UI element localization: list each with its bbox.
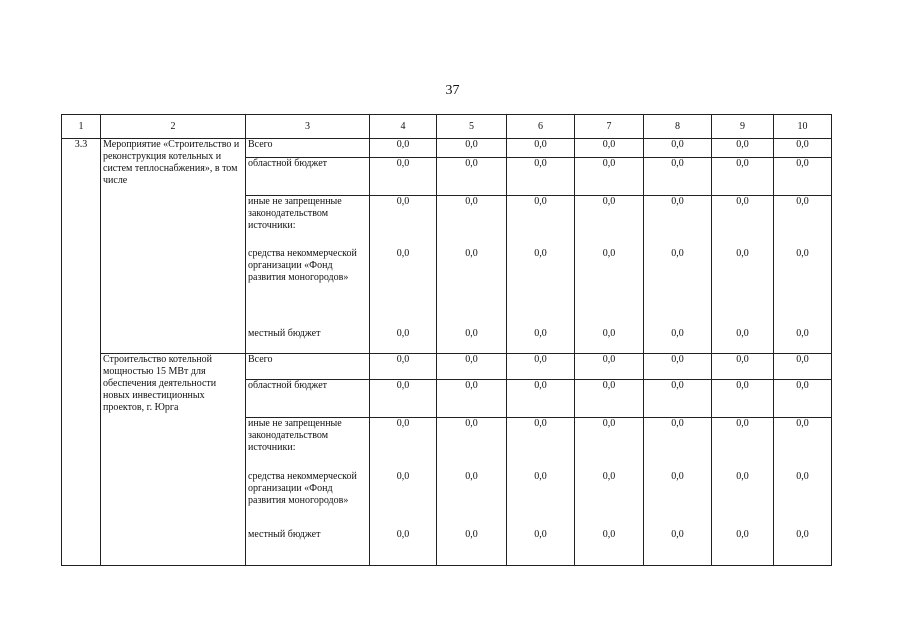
value-cell: 0,0 — [774, 418, 832, 471]
value-cell: 0,0 — [575, 248, 644, 328]
value-cell: 0,0 — [712, 139, 774, 158]
value-cell: 0,0 — [575, 196, 644, 248]
value-cell: 0,0 — [507, 529, 575, 566]
value-cell: 0,0 — [644, 158, 712, 196]
value-cell: 0,0 — [575, 380, 644, 418]
value-cell: 0,0 — [370, 158, 437, 196]
value-cell: 0,0 — [507, 380, 575, 418]
value-cell: 0,0 — [437, 529, 507, 566]
value-cell: 0,0 — [437, 354, 507, 380]
column-header: 8 — [644, 115, 712, 139]
value-cell: 0,0 — [644, 418, 712, 471]
column-header: 5 — [437, 115, 507, 139]
value-cell: 0,0 — [712, 418, 774, 471]
funding-source: иные не запрещенные законодательством источники: — [246, 196, 370, 248]
section-title: Мероприятие «Строительство и реконструкция котельных и систем теплоснабжения», в том числе — [101, 139, 246, 354]
value-cell: 0,0 — [437, 328, 507, 354]
value-cell: 0,0 — [575, 471, 644, 529]
value-cell: 0,0 — [370, 328, 437, 354]
value-cell: 0,0 — [370, 529, 437, 566]
funding-source: Всего — [246, 139, 370, 158]
funding-source: областной бюджет — [246, 158, 370, 196]
value-cell: 0,0 — [507, 354, 575, 380]
value-cell: 0,0 — [370, 139, 437, 158]
funding-source: средства некоммерческой организации «Фонд развития моногородов» — [246, 248, 370, 328]
value-cell: 0,0 — [507, 158, 575, 196]
column-header: 6 — [507, 115, 575, 139]
column-header: 4 — [370, 115, 437, 139]
section-title: Строительство котельной мощностью 15 МВт для обеспечения деятельности новых инвестиционных проектов, г. Юрга — [101, 354, 246, 566]
value-cell: 0,0 — [774, 139, 832, 158]
value-cell: 0,0 — [712, 328, 774, 354]
value-cell: 0,0 — [712, 354, 774, 380]
value-cell: 0,0 — [507, 418, 575, 471]
value-cell: 0,0 — [774, 380, 832, 418]
value-cell: 0,0 — [644, 354, 712, 380]
table-row — [62, 354, 832, 380]
value-cell: 0,0 — [575, 158, 644, 196]
value-cell: 0,0 — [644, 248, 712, 328]
value-cell: 0,0 — [644, 471, 712, 529]
value-cell: 0,0 — [774, 248, 832, 328]
value-cell: 0,0 — [507, 471, 575, 529]
value-cell: 0,0 — [370, 354, 437, 380]
column-header: 7 — [575, 115, 644, 139]
value-cell: 0,0 — [712, 248, 774, 328]
page-number: 37 — [445, 83, 460, 98]
value-cell: 0,0 — [774, 158, 832, 196]
section-index — [62, 354, 101, 566]
value-cell: 0,0 — [575, 328, 644, 354]
value-cell: 0,0 — [712, 158, 774, 196]
value-cell: 0,0 — [575, 354, 644, 380]
column-header: 9 — [712, 115, 774, 139]
value-cell: 0,0 — [437, 248, 507, 328]
value-cell: 0,0 — [774, 529, 832, 566]
value-cell: 0,0 — [644, 328, 712, 354]
value-cell: 0,0 — [644, 196, 712, 248]
value-cell: 0,0 — [774, 354, 832, 380]
value-cell: 0,0 — [575, 529, 644, 566]
value-cell: 0,0 — [644, 529, 712, 566]
value-cell: 0,0 — [575, 418, 644, 471]
column-header: 2 — [101, 115, 246, 139]
value-cell: 0,0 — [507, 139, 575, 158]
column-header: 10 — [774, 115, 832, 139]
value-cell: 0,0 — [774, 196, 832, 248]
value-cell: 0,0 — [507, 328, 575, 354]
value-cell: 0,0 — [644, 380, 712, 418]
value-cell: 0,0 — [644, 139, 712, 158]
value-cell: 0,0 — [437, 380, 507, 418]
value-cell: 0,0 — [712, 380, 774, 418]
value-cell: 0,0 — [774, 328, 832, 354]
value-cell: 0,0 — [370, 196, 437, 248]
value-cell: 0,0 — [437, 158, 507, 196]
budget-table — [61, 114, 832, 566]
table-row — [62, 139, 832, 158]
value-cell: 0,0 — [437, 471, 507, 529]
funding-source: иные не запрещенные законодательством источники: — [246, 418, 370, 471]
funding-source: местный бюджет — [246, 529, 370, 566]
funding-source: средства некоммерческой организации «Фонд развития моногородов» — [246, 471, 370, 529]
value-cell: 0,0 — [712, 196, 774, 248]
value-cell: 0,0 — [774, 471, 832, 529]
value-cell: 0,0 — [507, 196, 575, 248]
column-header: 3 — [246, 115, 370, 139]
value-cell: 0,0 — [437, 196, 507, 248]
value-cell: 0,0 — [370, 471, 437, 529]
value-cell: 0,0 — [370, 418, 437, 471]
funding-source: Всего — [246, 354, 370, 380]
section-index: 3.3 — [62, 139, 101, 354]
value-cell: 0,0 — [507, 248, 575, 328]
header-row — [62, 115, 832, 139]
funding-source: областной бюджет — [246, 380, 370, 418]
value-cell: 0,0 — [370, 380, 437, 418]
value-cell: 0,0 — [437, 418, 507, 471]
value-cell: 0,0 — [712, 529, 774, 566]
value-cell: 0,0 — [437, 139, 507, 158]
funding-source: местный бюджет — [246, 328, 370, 354]
value-cell: 0,0 — [370, 248, 437, 328]
value-cell: 0,0 — [575, 139, 644, 158]
column-header: 1 — [62, 115, 101, 139]
value-cell: 0,0 — [712, 471, 774, 529]
